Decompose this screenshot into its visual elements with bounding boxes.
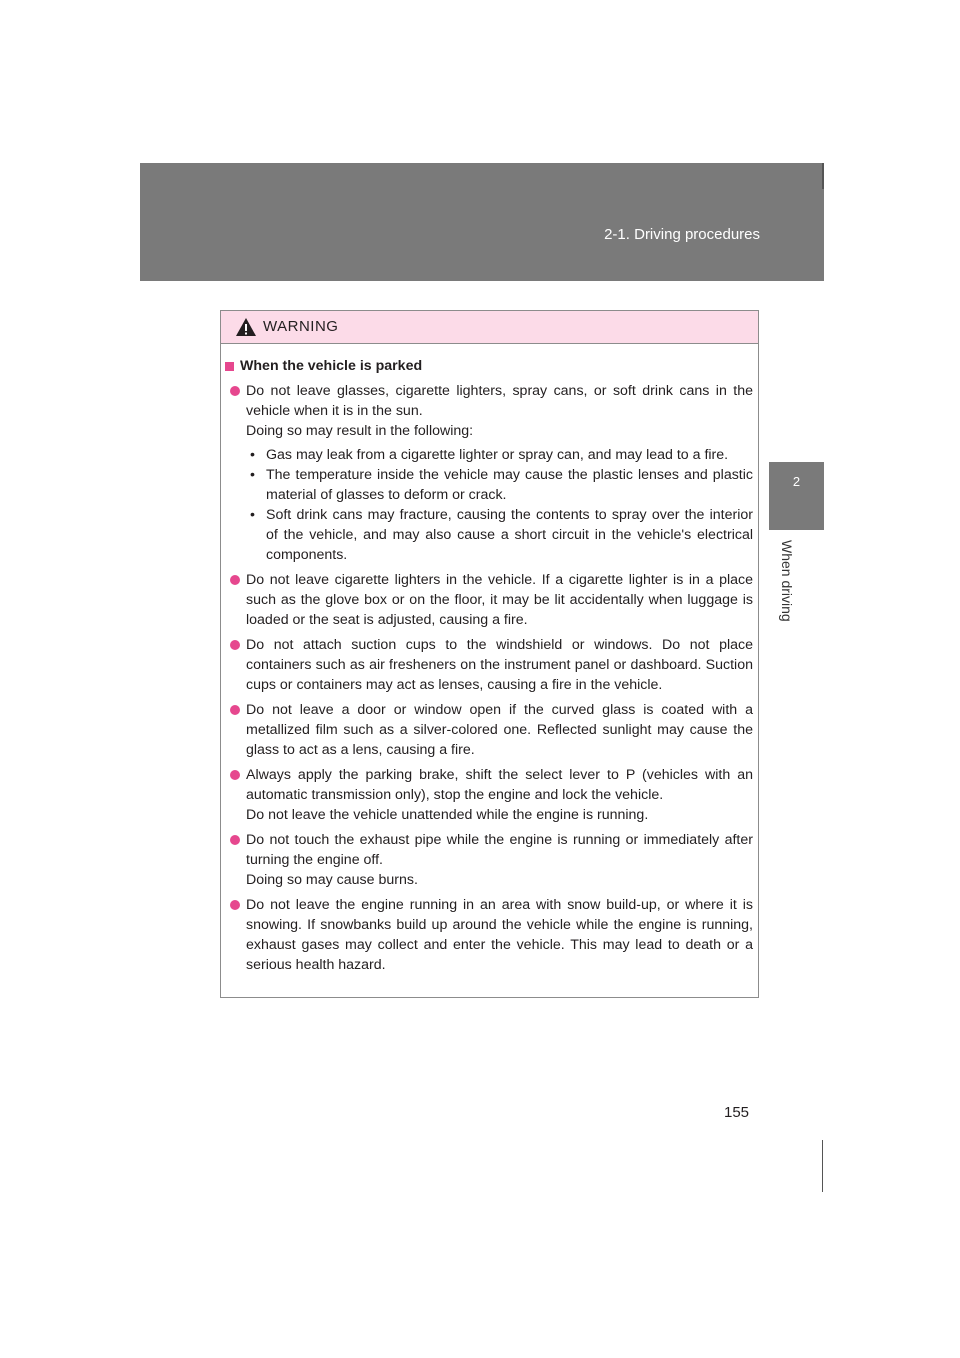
crop-mark-top xyxy=(822,163,824,189)
section-title: 2-1. Driving procedures xyxy=(604,226,760,243)
square-bullet-icon xyxy=(225,362,234,371)
bullet-point-icon: • xyxy=(250,467,255,483)
chapter-number: 2 xyxy=(792,474,801,489)
warning-triangle-icon xyxy=(235,317,257,337)
section-heading xyxy=(225,356,753,376)
crop-mark-bottom xyxy=(822,1140,823,1192)
item-text: Do not leave glasses, cigarette lighters, spray cans, or soft drink cans in the vehicle when it is in the sun. xyxy=(246,383,753,419)
list-item xyxy=(225,635,753,695)
item-text: Doing so may result in the following: xyxy=(246,423,474,439)
item-text: Always apply the parking brake, shift the select lever to P (vehicles with an automatic transmission only), stop the engine and lock the vehicle. xyxy=(246,767,753,803)
circle-bullet-icon xyxy=(230,386,240,396)
circle-bullet-icon xyxy=(230,705,240,715)
warning-body xyxy=(221,344,758,975)
circle-bullet-icon xyxy=(230,835,240,845)
circle-bullet-icon xyxy=(230,575,240,585)
sub-item-text: The temperature inside the vehicle may cause the plastic lenses and plastic material of glasses to deform or crack. xyxy=(266,467,753,503)
item-text: Do not leave cigarette lighters in the vehicle. If a cigarette lighter is in a place such as the glove box or on the floor, it may be lit accidentally when luggage is loaded or the seat is adjusted, causing a fire. xyxy=(246,572,753,628)
item-text: Do not leave the engine running in an area with snow build-up, or where it is snowing. If snowbanks build up around the vehicle while the engine is running, exhaust gases may collect and enter the vehicle. This may lead to death or a serious health hazard. xyxy=(246,897,753,973)
bullet-point-icon: • xyxy=(250,447,255,463)
sub-item-text: Gas may leak from a cigarette lighter or spray can, and may lead to a fire. xyxy=(266,447,729,463)
item-text: Do not attach suction cups to the windshield or windows. Do not place containers such as air fresheners on the instrument panel or dashboard. Suction cups or containers may act as lenses, causing a fire in the vehicle. xyxy=(246,637,753,693)
circle-bullet-icon xyxy=(230,900,240,910)
circle-bullet-icon xyxy=(230,770,240,780)
chapter-label: When driving xyxy=(779,540,795,622)
chapter-tab xyxy=(769,462,824,530)
sub-list-item xyxy=(246,445,753,465)
circle-bullet-icon xyxy=(230,640,240,650)
section-heading-text: When the vehicle is parked xyxy=(240,358,423,374)
warning-box xyxy=(220,310,759,998)
item-text: Do not touch the exhaust pipe while the engine is running or immediately after turning the engine off. xyxy=(246,832,753,868)
warning-header xyxy=(221,311,758,344)
header-band xyxy=(140,163,824,281)
sub-list xyxy=(246,445,753,565)
sub-list-item xyxy=(246,465,753,505)
list-item xyxy=(225,830,753,890)
page-number: 155 xyxy=(724,1104,750,1121)
list-item xyxy=(225,765,753,825)
item-text: Doing so may cause burns. xyxy=(246,872,418,888)
bullet-point-icon: • xyxy=(250,507,255,523)
item-text: Do not leave the vehicle unattended while the engine is running. xyxy=(246,807,649,823)
sub-list-item xyxy=(246,505,753,565)
warning-title: WARNING xyxy=(263,318,339,335)
item-text: Do not leave a door or window open if the curved glass is coated with a metallized film such as a silver-colored one. Reflected sunlight may cause the glass to act as a lens, causing a fire. xyxy=(246,702,753,758)
list-item xyxy=(225,700,753,760)
sub-item-text: Soft drink cans may fracture, causing the contents to spray over the interior of the vehicle, and may also cause a short circuit in the vehicle's electrical components. xyxy=(266,507,753,563)
list-item xyxy=(225,570,753,630)
list-item xyxy=(225,895,753,975)
list-item xyxy=(225,381,753,565)
